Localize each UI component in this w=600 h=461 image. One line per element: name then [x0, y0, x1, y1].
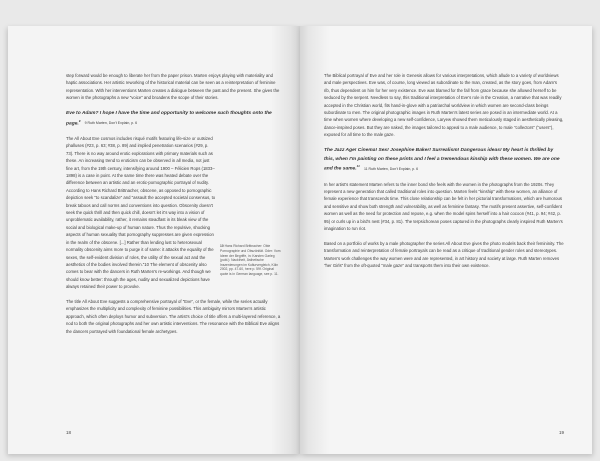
left-paragraph-3: The title All About Eve suggests a comprehensive portrayal of "Eve", or the female, while the series actually emphasizes the multiplicity and complexity of feminine possibilities. This ambiguity mirrors Marten's artistic approach, which often deploys humor and subversion. The artist's choice of title offers a multi-layered reference, a nod to both the original photographs and her own artistic interventions. The resonance with the Biblical Eve aligns the dancers portrayed with foundational female archetypes. [66, 298, 281, 334]
open-book [8, 26, 592, 454]
footnote-10-number: 10 [220, 244, 224, 249]
pull-quote-1-ref: 9 [78, 118, 81, 123]
left-paragraph-2: The All About Eve cosmos includes risqué motifs featuring life-size or outsized phalluses (#23, p. 63; #38, p. 89) and implied penetration scenarios (#29, p. 73). There is no way around erotic explorations with primary materials such as these. An increasing trend to eroticism can be observed in all media, not just fine art, from the 19th century, intensifying around 1900 – Félicien Rops (1833–1898) is a case in point. At the same time there was heated debate over the difference between an artistic and an erotic-pornographic portrayal of nudity. According to Hans Richard Brittnacher, obscene, as opposed to pornographic depiction seek "to scandalize" and "assault the accepted societal consensus, to break taboos and call norms and conventions into question. Obscenity doesn't seek the quick thrill and then quick chill, doesn't let it's way into a vision of unproblematic availability, rather, it remains steadfast in its bleak view of the social and biological make-up of human nature. Thus the repulsive, shocking aspects of human sexuality that pornography suppresses are given expression in the realm of the obscene. [...] Rather than lending lust to heterosexual normality obscenity aims more to purge it of same: it attacks the equality of the sexes, the self-evident division of roles, the utility of the sexual act and the aesthetics of the bodies involved therein."10 The element of obscenity also comes to bear with the dancers in Ruth Marten's re-workings. And though we should know better: through the ages, nudity and sexualized depictions have always retained their power to provoke. [66, 136, 216, 290]
page-number-right: 19 [558, 430, 564, 435]
left-paragraph-1: step forward would be enough to liberate her from the paper prison. Marten enjoys playing with materiality and haptic associations. Her artistic reworking of the historical material can be seen as a reinterpretation of feminine representation. With her interventions Marten creates a dialogue between the past and the present. She gives the women in the photographs a new "voice" and broadens the scope of their stories. [66, 73, 280, 101]
footnote-10-text: Hans Richard Brittnacher: Obie Pornographie und Obszönität. Oder: Vom Ideen der Begriffe, in: Karsten Garleg (publ.): Nacktheit, Ästhetische Inszenierungen im Kulturvergleich, Köln 2002, pp. 47-60, here p. 59f. Original quote is in German language, see p. 11. [220, 244, 281, 276]
pull-quote-2-note: 11 Ruth Marten, Don't Explain, p. 6 [363, 166, 419, 171]
right-page [300, 26, 592, 454]
page-number-left: 18 [66, 430, 72, 435]
footnote-10 [220, 244, 282, 276]
pull-quote-2 [324, 146, 564, 173]
right-paragraph-3: Based on a portfolio of works by a male photographer the series All About Eve gives the photo models back their femininity. The transformation and reinterpretation of female portrayals can be read as a critique of traditional gender roles and stereotypes. Marten's work challenges the way women were and are represented, in art history and society at large. Ruth Marten removes "her Girls" from the oft-quoted "male gaze" and transports them into their own existence. [324, 240, 564, 269]
pull-quote-1-text: Eve to Adam? I hope I have the time and opportunity to welcome such thoughts onto the page. [66, 111, 272, 127]
pull-quote-2-ref: 11 [356, 164, 360, 169]
pull-quote-2-text: The Jazz Age! Cinema! Sex! Josephine Baker! Surrealism! Dangerous ideas! My heart is thrilled by this, when I'm painting on these prints and I feel a tremendous kinship with these women. We are one and the same. [324, 148, 560, 172]
right-paragraph-2: In her artist's statement Marten refers to the inner bond she feels with the women in the photographs from the 1920s. They represent a new generation that called traditional roles into question. Marten feels "kinship" with these women, an alliance of female experience that transcends time. This close relationship can be felt in her pictorial transformations, which are humorous and sensitive and show both strength and vulnerability, as well as feminine fantasy. The motifs present assertive, self-confident women as well as the need for protection and repose, e.g. when the model spins herself into a hair cocoon (#41, p. 94; #42, p. 95) or curls up in a bird's nest (#34, p. 81). The terpsichorean poses captured in the photographs clearly inspired Ruth Marten's imagination to run riot. [324, 181, 563, 232]
right-paragraph-1: The Biblical portrayal of Eve and her role in Genesis allows for various interpretations, which allude to a variety of worldviews and male perspectives. Eve was, of course, long viewed as subordinate to the man, created, as the story goes, from Adam's rib, thus dependent on him for her very existence. Eve was blamed for the fall from grace because she allowed herself to be seduced by the serpent. Needless to say, this traditional interpretation of Eve's role in the Creation, a narrative that was readily accepted in the Christian world, fits hand-in-glove with a patriarchal worldview in which women are second-class beings subordinate to men. The original photographic images in Ruth Marten's latest series are posed in an intermediate world. At a time when women where developing a new self-confidence, Laryew showed them meticulously staged in aesthetically pleasing, dance-inspired poses. But they are naked, the images tailored to appeal to a male audience, to male "collectors" ("users"), exposed for all time to the male gaze. [324, 73, 564, 138]
pull-quote-1-note: 9 Ruth Marten, Don't Explain, p. 6 [84, 121, 138, 126]
pull-quote-1 [66, 109, 282, 128]
fn-block [66, 135, 282, 291]
left-page-body [66, 72, 282, 335]
left-page [8, 26, 300, 454]
right-page-body [324, 72, 564, 269]
